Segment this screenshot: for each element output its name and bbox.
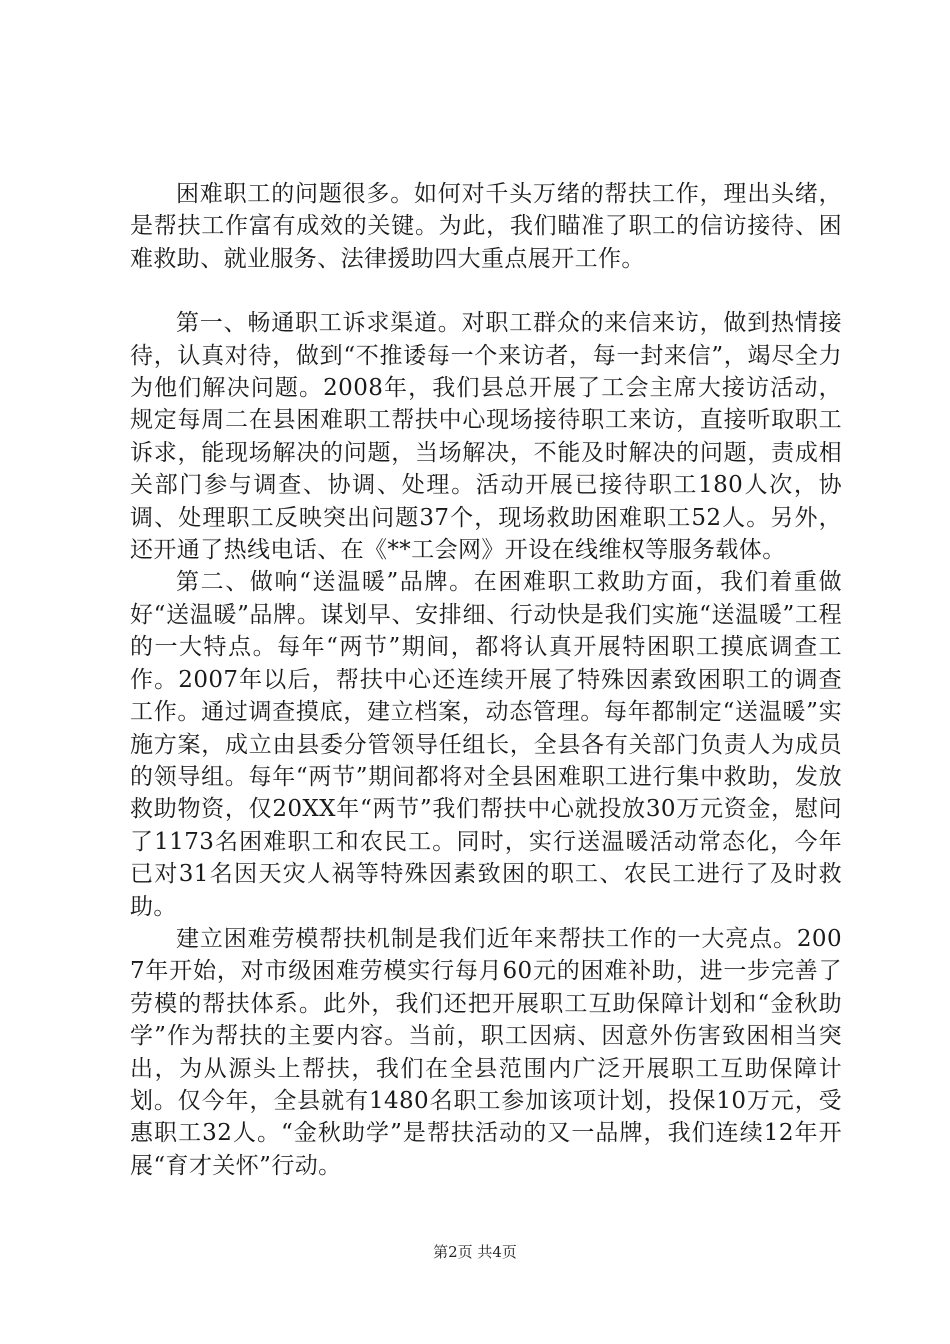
paragraph-second-warmth: 第二、做响“送温暖”品牌。在困难职工救助方面，我们着重做好“送温暖”品牌。谋划早、安排细、行动快是我们实施“送温暖”工程的一大特点。每年“两节”期间，都将认真开展特困职工摸底调查工作。2007年以后，帮扶中心还连续开展了特殊因素致困职工的调查工作。通过调查摸底，建立档案，动态管理。每年都制定“送温暖”实施方案，成立由县委分管领导任组长，全县各有关部门负责人为成员的领导组。每年“两节”期间都将对全县困难职工进行集中救助，发放救助物资，仅20XX年“两节”我们帮扶中心就投放30万元资金，慰问了1173名困难职工和农民工。同时，实行送温暖活动常态化，今年已对31名因天灾人祸等特殊因素致困的职工、农民工进行了及时救助。 — [130, 569, 842, 920]
paragraph-first-channel: 第一、畅通职工诉求渠道。对职工群众的来信来访，做到热情接待，认真对待，做到“不推诿每一个来访者，每一封来信”，竭尽全力为他们解决问题。2008年，我们县总开展了工会主席大接访活动，规定每周二在县困难职工帮扶中心现场接待职工来访，直接听取职工诉求，能现场解决的问题，当场解决，不能及时解决的问题，责成相关部门参与调查、协调、处理。活动开展已接待职工180人次，协调、处理职工反映突出问题37个，现场救助困难职工52人。另外，还开通了热线电话、在《**工会网》开设在线维权等服务载体。 — [130, 310, 842, 564]
document-body — [130, 178, 842, 1182]
page-number-footer: 第2页 共4页 — [433, 1243, 517, 1261]
paragraph-model-worker: 建立困难劳模帮扶机制是我们近年来帮扶工作的一大亮点。2007年开始，对市级困难劳模实行每月60元的困难补助，进一步完善了劳模的帮扶体系。此外，我们还把开展职工互助保障计划和“金秋助学”作为帮扶的主要内容。当前，职工因病、因意外伤害致困相当突出，为从源头上帮扶，我们在全县范围内广泛开展职工互助保障计划。仅今年，全县就有1480名职工参加该项计划，投保10万元，受惠职工32人。“金秋助学”是帮扶活动的又一品牌，我们连续12年开展“育才关怀”行动。 — [130, 925, 842, 1179]
paragraph-intro: 困难职工的问题很多。如何对千头万绪的帮扶工作，理出头绪，是帮扶工作富有成效的关键。为此，我们瞄准了职工的信访接待、困难救助、就业服务、法律援助四大重点展开工作。 — [130, 181, 842, 272]
